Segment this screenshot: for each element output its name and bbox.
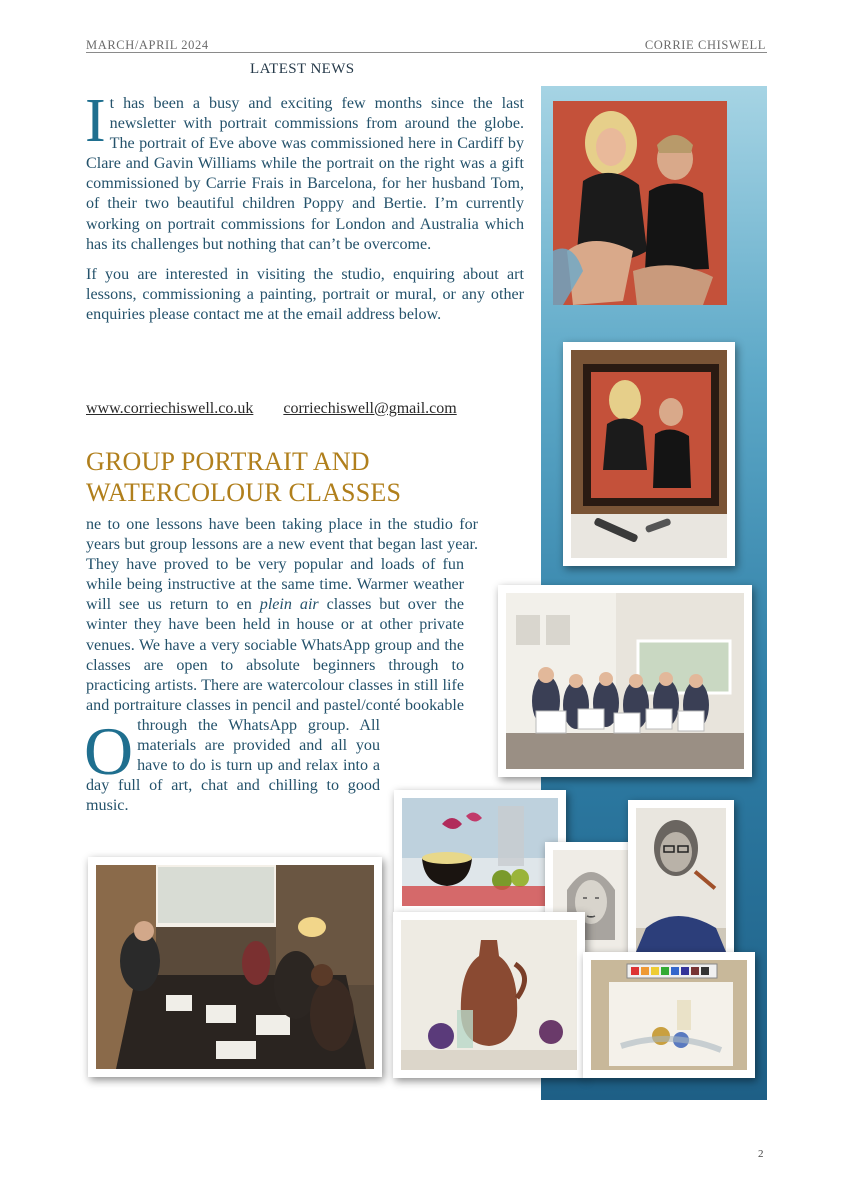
email-link[interactable]: corriechiswell@gmail.com: [283, 400, 457, 417]
header-author: CORRIE CHISWELL: [644, 38, 766, 52]
news-column: [85, 87, 524, 325]
news-dropcap: I: [85, 87, 106, 155]
contact-links: [86, 400, 457, 418]
framed-portrait-image: [571, 350, 727, 558]
news-paragraph-1: It has been a busy and exciting few months since the last newsletter with portrait commissions from around the globe. The portrait of Eve above was commissioned here in Cardiff by Clare and Gavin Williams while the portrait on the right was a gift commissioned by Carrie Frais in Barcelona, for her husband Tom, of their two beautiful children Poppy and Bertie. I’m currently working on portrait commissions for London and Australia which has its challenges but nothing that can’t be overcome.: [85, 87, 524, 253]
watercolour-palette-image: [591, 960, 747, 1070]
website-link[interactable]: www.corriechiswell.co.uk: [86, 400, 254, 417]
jug-still-life-image: [401, 920, 577, 1070]
section-label: LATEST NEWS: [250, 61, 355, 77]
group-class-photo: [498, 585, 752, 777]
classes-dropcap: O: [84, 713, 134, 789]
framed-portrait-photo: [563, 342, 735, 566]
portrait-painting-photo: [553, 101, 727, 305]
classes-paragraph: O ne to one lessons have been taking place in the studio for years but group lessons are a new event that began last year. They have proved to be very popular and loads of fun while being instructive at the same time. Warmer weather will see us return to en plein air classes but over the winter they have been held in house or at other private venues. We have a very sociable WhatsApp group and the classes are open to absolute beginners through to practicing artists. There are watercolour classes in still life and portraiture classes in pencil and pastel/conté bookable through the WhatsApp group. All materials are provided and all you have to do is turn up and relax into a day full of art, chat and chilling to good music.: [84, 516, 478, 815]
class-table-image: [96, 865, 374, 1069]
portrait-painting-image: [553, 101, 727, 305]
jug-still-life-photo: [393, 912, 585, 1078]
artist-portrait-image: [636, 808, 726, 952]
artist-portrait-photo: [628, 800, 734, 960]
news-paragraph-2: If you are interested in visiting the studio, enquiring about art lessons, commissioning a painting, portrait or mural, or any other enquiries please contact me at the email address below.: [86, 265, 524, 323]
class-table-photo: [88, 857, 382, 1077]
classes-heading: GROUP PORTRAIT AND WATERCOLOUR CLASSES: [86, 447, 402, 507]
watercolour-still-life-photo: [394, 790, 566, 914]
header-date: MARCH/APRIL 2024: [86, 38, 209, 52]
watercolour-palette-photo: [583, 952, 755, 1078]
page-number: 2: [758, 1148, 764, 1160]
watercolour-still-life-image: [402, 798, 558, 906]
header-rule: [86, 52, 767, 53]
group-class-image: [506, 593, 744, 769]
